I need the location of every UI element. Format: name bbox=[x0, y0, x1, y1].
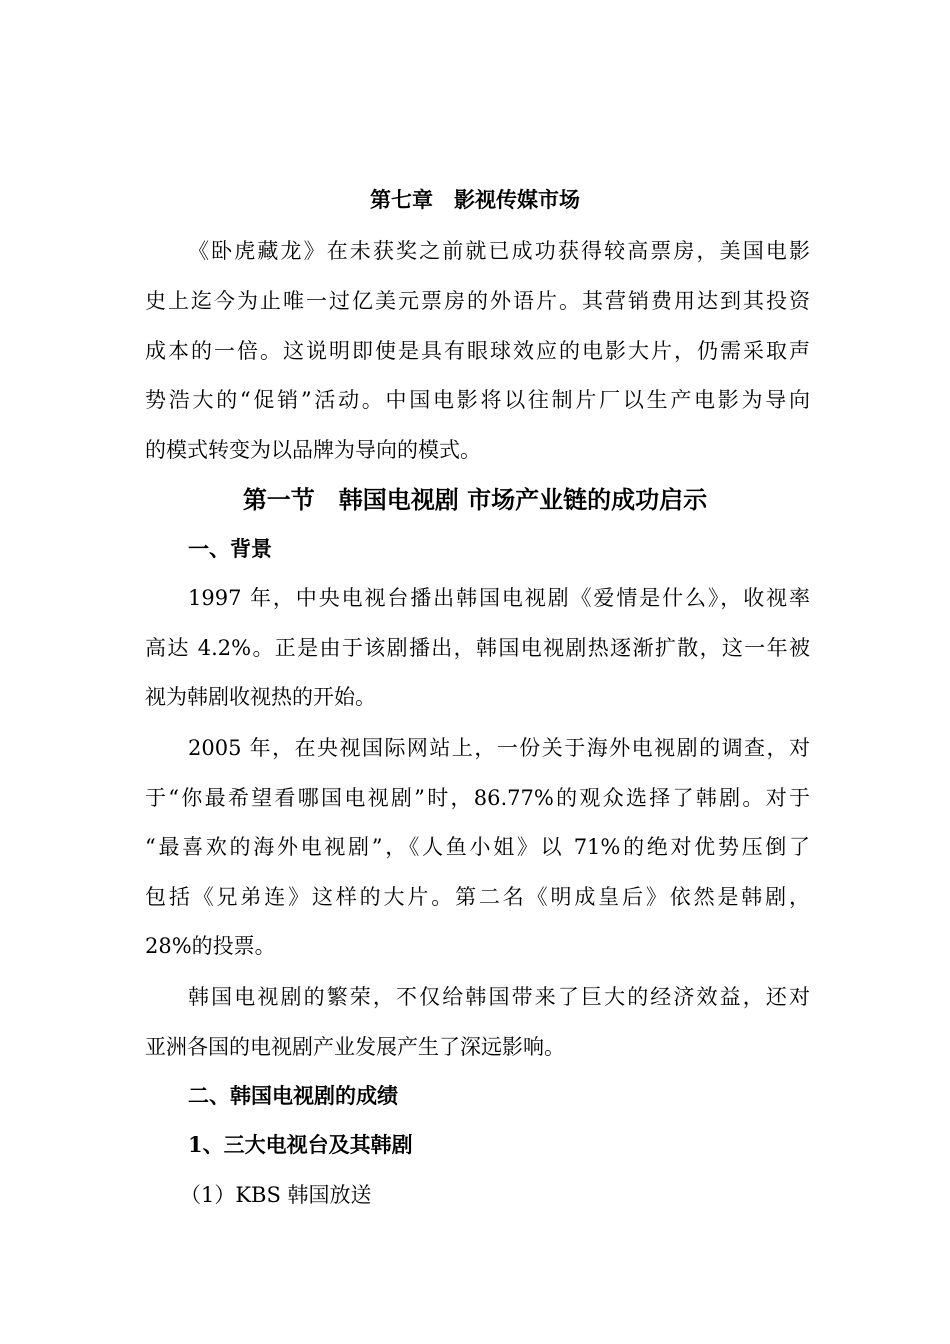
para3-line-1: 韩国电视剧的繁荣，不仅给韩国带来了巨大的经济效益，还对 bbox=[188, 985, 810, 1009]
para2-line-4: 包括《兄弟连》这样的大片。第二名《明成皇后》依然是韩剧， bbox=[145, 885, 810, 909]
para2-line-2: 于“你最希望看哪国电视剧”时，86.77%的观众选择了韩剧。对于 bbox=[145, 786, 810, 810]
intro-line-3: 成本的一倍。这说明即使是具有眼球效应的电影大片，仍需采取声 bbox=[145, 339, 810, 363]
intro-line-2: 史上迄今为止唯一过亿美元票房的外语片。其营销费用达到其投资 bbox=[145, 289, 810, 313]
item-kbs: （1）KBS 韩国放送 bbox=[180, 1183, 372, 1207]
subheading-stations: 1、三大电视台及其韩剧 bbox=[188, 1132, 413, 1157]
para2-line-1: 2005 年，在央视国际网站上，一份关于海外电视剧的调查，对 bbox=[188, 736, 810, 760]
para2-line-5: 28%的投票。 bbox=[145, 934, 276, 958]
para3-line-2: 亚洲各国的电视剧产业发展产生了深远影响。 bbox=[145, 1035, 565, 1059]
intro-line-1: 《卧虎藏龙》在未获奖之前就已成功获得较高票房，美国电影 bbox=[188, 239, 810, 263]
para1-line-3: 视为韩剧收视热的开始。 bbox=[145, 685, 376, 709]
section-title: 第一节 韩国电视剧 市场产业链的成功启示 bbox=[242, 485, 708, 514]
heading-background: 一、背景 bbox=[188, 536, 272, 561]
para1-line-2: 高达 4.2%。正是由于该剧播出，韩国电视剧热逐渐扩散，这一年被 bbox=[145, 636, 810, 660]
para1-line-1: 1997 年，中央电视台播出韩国电视剧《爱情是什么》，收视率 bbox=[188, 586, 810, 610]
intro-line-4: 势浩大的“促销”活动。中国电影将以往制片厂以生产电影为导向 bbox=[145, 388, 810, 412]
chapter-title: 第七章 影视传媒市场 bbox=[370, 187, 580, 212]
para2-line-3: “最喜欢的海外电视剧”，《人鱼小姐》以 71%的绝对优势压倒了 bbox=[145, 835, 810, 859]
heading-achievements: 二、韩国电视剧的成绩 bbox=[188, 1083, 398, 1108]
intro-line-5: 的模式转变为以品牌为导向的模式。 bbox=[145, 438, 481, 462]
